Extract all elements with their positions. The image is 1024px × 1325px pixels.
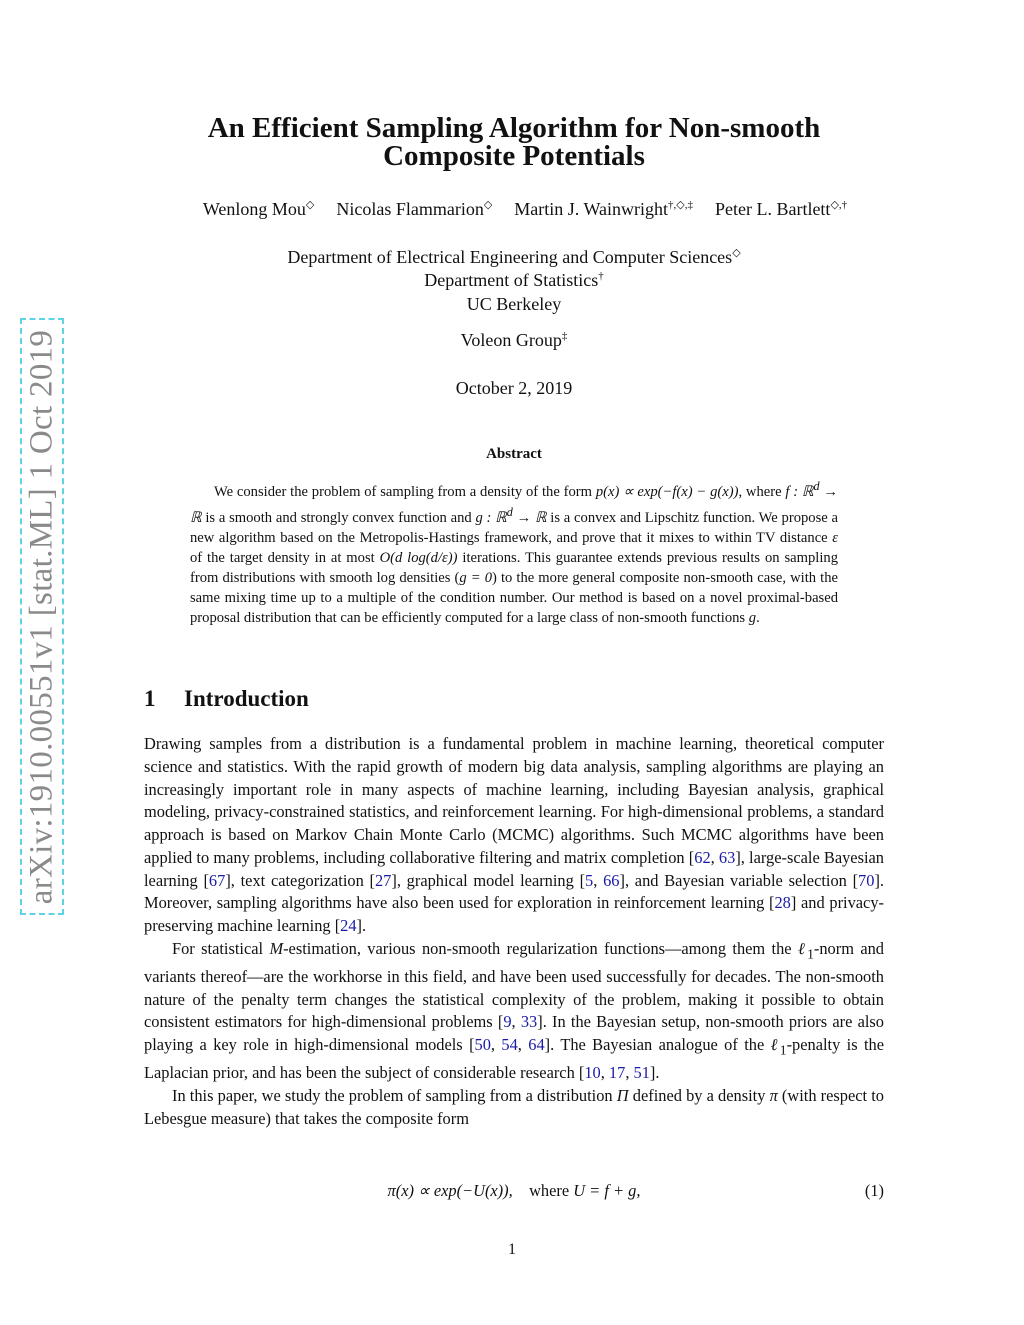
affiliation-university: UC Berkeley xyxy=(466,294,562,314)
affiliation-voleon: Voleon Group‡ xyxy=(460,330,568,350)
citation-link[interactable]: 27 xyxy=(374,870,392,890)
citation-link[interactable]: 54 xyxy=(501,1035,518,1055)
paragraph: For statistical M-estimation, various non-smooth regularization functions—among them the ℓ$_1$-norm and variants thereof—are the workhorse in this field, and have been used successfully for decades. The non-smooth nature of the penalty term changes the statistical complexity of the problem, making it possible to obtain consistent estimators for high-dimensional problems [9, 33]. In the Bayesian setup, non-smooth priors are also playing a key role in high-dimensional models [50, 54, 64]. The Bayesian analogue of the ℓ$_1$-penalty is the Laplacian prior, and has been the subject of considerable research [10, 17, 51]. xyxy=(144,938,884,1083)
title-line-2: Composite Potentials xyxy=(383,140,645,172)
citation-link[interactable]: 17 xyxy=(608,1063,626,1083)
citation-link[interactable]: 66 xyxy=(603,870,620,890)
citation-link[interactable]: 67 xyxy=(208,870,226,890)
citation-link[interactable]: 70 xyxy=(858,870,875,890)
section-number: 1 xyxy=(144,686,156,711)
equation-number: (1) xyxy=(864,1181,884,1200)
equation-1 xyxy=(144,1181,884,1205)
citation-link[interactable]: 28 xyxy=(774,893,791,913)
paragraph: Drawing samples from a distribution is a fundamental problem in machine learning, theoretical computer science and statistics. With the rapid growth of modern big data analysis, sampling algorithms are playing an increasingly important role in many aspects of machine learning, including Bayesian analysis, graphical modeling, privacy-constrained statistics, and reinforcement learning. For high-dimensional problems, a standard approach is based on Markov Chain Monte Carlo (MCMC) algorithms. Such MCMC algorithms have been applied to many problems, including collaborative filtering and matrix completion [62, 63], large-scale Bayesian learning [67], text categorization [27], graphical model learning [5, 66], and Bayesian variable selection [70]. Moreover, sampling algorithms have also been used for exploration in reinforcement learning [28] and privacy-preserving machine learning [24]. xyxy=(144,734,884,935)
section-title: Introduction xyxy=(184,686,309,711)
paragraph: In this paper, we study the problem of sampling from a distribution Π defined by a density π (with respect to Lebesgue measure) that takes the composite form xyxy=(144,1085,885,1128)
section-heading-introduction xyxy=(144,686,309,712)
citation-link[interactable]: 50 xyxy=(474,1035,491,1055)
author: Wenlong Mou◇ xyxy=(202,199,315,219)
citation-link[interactable]: 64 xyxy=(528,1035,545,1055)
title-line-1: An Efficient Sampling Algorithm for Non-smooth xyxy=(207,112,821,144)
citation-link[interactable]: 33 xyxy=(520,1012,538,1032)
abstract-heading: Abstract xyxy=(486,446,542,462)
publication-date: October 2, 2019 xyxy=(455,378,573,398)
author: Martin J. Wainwright†,◇,‡ xyxy=(514,199,693,219)
citation-link[interactable]: 51 xyxy=(633,1063,650,1083)
affiliation-eecs: Department of Electrical Engineering and Computer Sciences◇ xyxy=(287,247,741,267)
author: Nicolas Flammarion◇ xyxy=(336,199,493,219)
affiliation-statistics: Department of Statistics† xyxy=(424,270,604,290)
author-list xyxy=(120,198,930,220)
arxiv-identifier-text: arXiv:1910.00551v1 [stat.ML] 1 Oct 2019 xyxy=(23,329,60,904)
citation-link[interactable]: 10 xyxy=(584,1063,601,1083)
author: Peter L. Bartlett◇,† xyxy=(714,199,848,219)
equation-body: π(x) ∝ exp(−U(x)), where U = f + g, xyxy=(387,1181,641,1200)
citation-link[interactable]: 63 xyxy=(718,847,736,867)
paper-title xyxy=(100,114,928,170)
arxiv-identifier-stamp xyxy=(20,318,64,915)
citation-link[interactable]: 9 xyxy=(503,1012,512,1032)
introduction-body xyxy=(144,733,884,1130)
citation-link[interactable]: 5 xyxy=(585,870,594,890)
citation-link[interactable]: 62 xyxy=(694,847,711,867)
citation-link[interactable]: 24 xyxy=(340,916,357,935)
abstract-body: We consider the problem of sampling from a density of the form p(x) ∝ exp(−f(x) − g(x)), where f : ℝ$^d$ → ℝ is a smooth and strongly convex function and g : ℝ$^d$ → ℝ is a convex and Lipschitz function. We propose a new algorithm based on the Metropolis-Hastings framework, and prove that it mixes to within TV distance ε of the target density in at most O(d log(d/ε)) iterations. This guarantee extends previous results on sampling from distributions with smooth log densities (g = 0) to the more general composite non-smooth case, with the same mixing time up to a multiple of the condition number. Our method is based on a novel proximal-based proposal distribution that can be efficiently computed for a large class of non-smooth functions g. xyxy=(190,479,838,627)
page-number: 1 xyxy=(508,1241,516,1258)
